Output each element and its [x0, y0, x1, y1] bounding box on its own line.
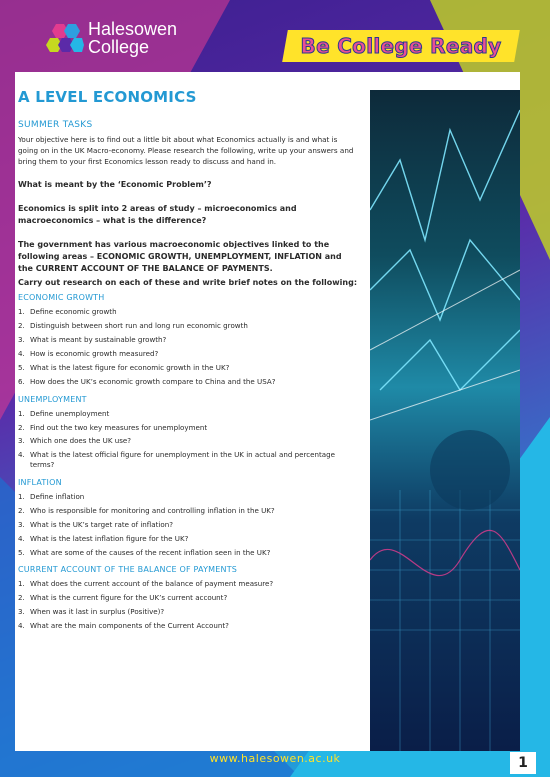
page-title: A LEVEL ECONOMICS [18, 88, 197, 106]
subtitle: SUMMER TASKS [18, 120, 93, 130]
list-economic-growth [18, 307, 358, 387]
question-economic-problem: What is meant by the ‘Economic Problem’? [18, 180, 212, 189]
question-micro-macro: Economics is split into 2 areas of study – microeconomics and macroeconomics – what is the difference? [18, 204, 297, 225]
list-item: 2. Who is responsible for monitoring and controlling inflation in the UK? [18, 505, 275, 515]
list-item: 4. What is the latest inflation figure for the UK? [18, 533, 189, 543]
section-heading-unemployment: UNEMPLOYMENT [18, 394, 87, 404]
intro-paragraph: Your objective here is to find out a little bit about what Economics actually is and what is going on in the UK Macro-economy. Please research the following, write up your answers and bring them to your first Economics lesson ready to discuss and hand in. [18, 135, 354, 166]
list-item: 3. Which one does the UK use? [18, 436, 132, 446]
list-item: 3. When was it last in surplus (Positive)? [18, 607, 165, 617]
college-website-link[interactable]: www.halesowen.ac.uk [209, 752, 341, 765]
badge-label: Be College Ready [300, 34, 502, 58]
section-heading-current-account: CURRENT ACCOUNT OF THE BALANCE OF PAYMENTS [18, 565, 238, 575]
list-item: 1. What does the current account of the balance of payment measure? [18, 579, 274, 589]
college-name-line2: College [88, 37, 150, 57]
list-item: 4. What is the latest official figure for unemployment in the UK in actual and percentage terms? [18, 450, 336, 470]
header [0, 0, 550, 72]
list-item: 2. What is the current figure for the UK’s current account? [18, 593, 228, 603]
list-item: 6. How does the UK’s economic growth compare to China and the USA? [18, 376, 276, 386]
economics-photo [370, 90, 520, 751]
list-item: 5. What are some of the causes of the recent inflation seen in the UK? [18, 547, 271, 557]
section-heading-inflation: INFLATION [18, 477, 62, 487]
list-item: 1. Define unemployment [18, 408, 110, 418]
college-name [88, 20, 177, 56]
list-inflation [18, 492, 358, 558]
list-item: 1. Define inflation [18, 491, 85, 501]
college-name-line1: Halesowen [88, 19, 178, 39]
list-item: 2. Find out the two key measures for unemployment [18, 422, 208, 432]
list-current-account [18, 579, 358, 631]
list-item: 3. What is the UK’s target rate of inflation? [18, 519, 173, 529]
list-item: 3. What is meant by sustainable growth? [18, 334, 167, 344]
photo-graphic [370, 90, 520, 751]
be-college-ready-badge [282, 30, 520, 62]
list-item: 2. Distinguish between short run and long run economic growth [18, 320, 248, 330]
list-item: 4. How is economic growth measured? [18, 348, 159, 358]
college-logo-icon [46, 22, 84, 56]
list-item: 4. What are the main components of the Current Account? [18, 621, 229, 631]
document-content [18, 88, 358, 639]
question-macro-objectives: The government has various macroeconomic objectives linked to the following areas – ECONOMIC GROWTH, UNEMPLOYMENT, INFLATION and the CURRENT ACCOUNT OF THE BALANCE OF PAYMENTS. [18, 240, 342, 273]
section-heading-economic-growth: ECONOMIC GROWTH [18, 293, 105, 302]
page-number: 1 [510, 752, 536, 774]
list-unemployment [18, 409, 358, 470]
list-item: 5. What is the latest figure for economic growth in the UK? [18, 362, 230, 372]
list-item: 1. Define economic growth [18, 307, 117, 316]
research-instruction: Carry out research on each of these and write brief notes on the following: [18, 278, 358, 287]
